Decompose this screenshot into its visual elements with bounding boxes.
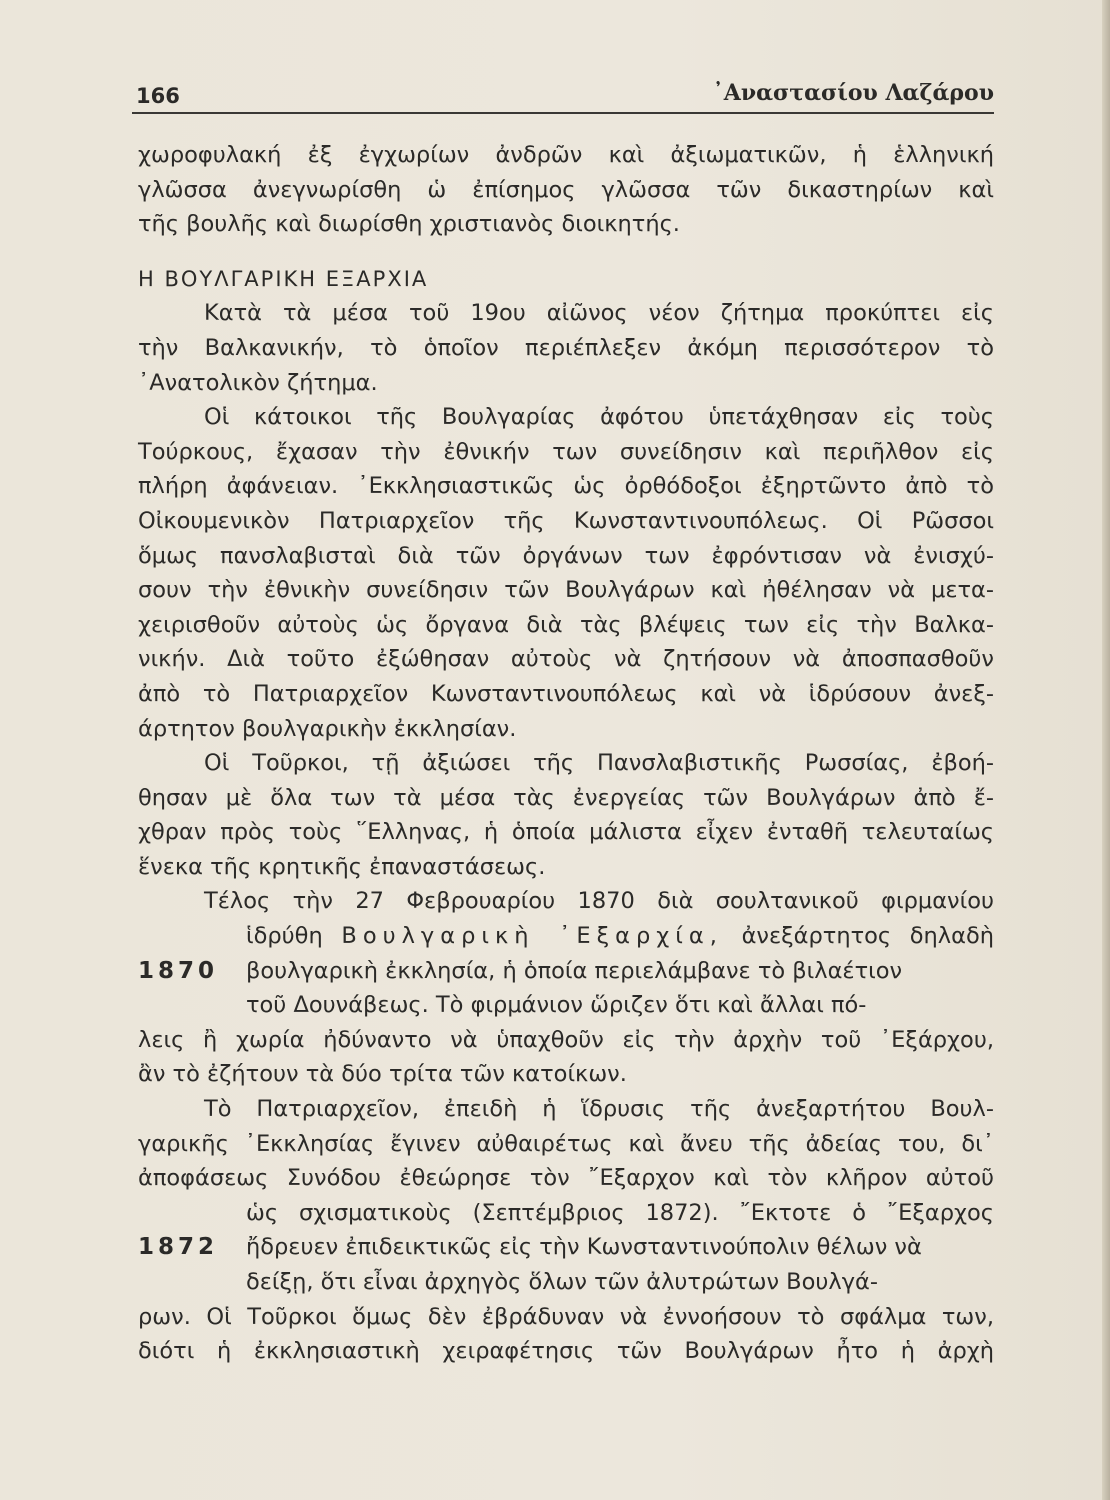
running-head: ᾽Αναστασίου Λαζάρου — [712, 80, 994, 106]
text-line: γαρικῆς ᾽Εκκλησίας ἔγινεν αὐθαιρέτως καὶ ἄνευ τῆς ἀδείας του, δι᾽ — [138, 1130, 994, 1157]
page-header — [132, 78, 994, 114]
body-text — [138, 138, 994, 1369]
text-line: Οἱ κάτοικοι τῆς Βουλγαρίας ἀφότου ὑπετάχθησαν εἰς τοὺς — [204, 404, 994, 431]
text-line: γλῶσσα ἀνεγνωρίσθη ὡ ἐπίσημος γλῶσσα τῶν δικαστηρίων καὶ — [138, 176, 994, 203]
text-line: σουν τὴν ἐθνικὴν συνείδησιν τῶν Βουλγάρων καὶ ἠθέλησαν νὰ μετα- — [138, 577, 994, 604]
text-line: δείξῃ, ὅτι εἶναι ἀρχηγὸς ὅλων τῶν ἀλυτρώτων Βουλγά- — [246, 1269, 878, 1295]
text-line: Τὸ Πατριαρχεῖον, ἐπειδὴ ἡ ἵδρυσις τῆς ἀνεξαρτήτου Βουλ- — [204, 1096, 994, 1123]
text-line: χθραν πρὸς τοὺς ῞Ελληνας, ἡ ὁποία μάλιστα εἶχεν ἐνταθῆ τελευταίως — [138, 819, 994, 846]
page-number: 166 — [136, 84, 180, 108]
text-line: Οἰκουμενικὸν Πατριαρχεῖον τῆς Κωνσταντινουπόλεως. Οἱ Ρῶσσοι — [138, 507, 994, 534]
margin-year-1872: 1872 — [138, 1234, 219, 1261]
text-line: ἤδρευεν ἐπιδεικτικῶς εἰς τὴν Κωνσταντινούπολιν θέλων νὰ — [246, 1234, 922, 1261]
text-line: λεις ἢ χωρία ἠδύναντο νὰ ὑπαχθοῦν εἰς τὴν ἀρχὴν τοῦ ᾽Εξάρχου, — [138, 1026, 994, 1053]
page-edge — [1102, 0, 1110, 1500]
margin-year-1870: 1870 — [138, 957, 219, 984]
header-rule — [132, 112, 994, 114]
text-line: ἀποφάσεως Συνόδου ἐθεώρησε τὸν ῎Εξαρχον καὶ τὸν κλῆρον αὐτοῦ — [138, 1165, 994, 1192]
text-line: Τούρκους, ἔχασαν τὴν ἐθνικήν των συνείδησιν καὶ περιῆλθον εἰς — [138, 438, 994, 465]
text-line: ὡς σχισματικοὺς (Σεπτέμβριος 1872). ῎Εκτοτε ὁ ῎Εξαρχος — [246, 1199, 994, 1226]
text-line: διότι ἡ ἐκκλησιαστικὴ χειραφέτησις τῶν Βουλγάρων ἦτο ἡ ἀρχὴ — [138, 1338, 994, 1365]
text-line: Οἱ Τοῦρκοι, τῇ ἀξιώσει τῆς Πανσλαβιστικῆς Ρωσσίας, ἐβοή- — [204, 750, 994, 777]
text-line: άρτητον βουλγαρικὴν ἐκκλησίαν. — [138, 715, 517, 742]
text-line: Τέλος τὴν 27 Φεβρουαρίου 1870 διὰ σουλτανικοῦ φιρμανίου — [204, 888, 994, 915]
text-line: θησαν μὲ ὅλα των τὰ μέσα τὰς ἐνεργείας τῶν Βουλγάρων ἀπὸ ἔ- — [138, 784, 994, 811]
text-line: τῆς βουλῆς καὶ διωρίσθη χριστιανὸς διοικητής. — [138, 211, 680, 238]
text-line — [138, 919, 994, 954]
text-line: ρων. Οἱ Τοῦρκοι ὅμως δὲν ἐβράδυναν νὰ ἐννοήσουν τὸ σφάλμα των, — [138, 1303, 994, 1330]
text-line: ᾽Ανατολικὸν ζήτημα. — [138, 369, 378, 396]
text-line: ἕνεκα τῆς κρητικῆς ἐπαναστάσεως. — [138, 853, 546, 880]
section-heading: Η ΒΟΥΛΓΑΡΙΚΗ ΕΞΑΡΧΙΑ — [138, 266, 429, 291]
text-line-with-year — [138, 1230, 994, 1265]
text-line: Κατὰ τὰ μέσα τοῦ 19ου αἰῶνος νέον ζήτημα προκύπτει εἰς — [204, 300, 994, 327]
text-line: τὴν Βαλκανικήν, τὸ ὁποῖον περιέπλεξεν ἀκόμη περισσότερον τὸ — [138, 334, 994, 361]
text-fragment: ἀνεξάρτητος δηλαδὴ — [741, 923, 994, 950]
text-line: τοῦ Δουνάβεως. Τὸ φιρμάνιον ὥριζεν ὅτι καὶ ἄλλαι πό- — [246, 992, 867, 1019]
emphasized-term: Βουλγαρικὴ ᾽Εξαρχία, — [341, 923, 723, 950]
text-line: ἀπὸ τὸ Πατριαρχεῖον Κωνσταντινουπόλεως καὶ νὰ ἱδρύσουν ἀνεξ- — [138, 680, 994, 707]
text-line: βουλγαρικὴ ἐκκλησία, ἡ ὁποία περιελάμβανε τὸ βιλαέτιον — [246, 957, 903, 984]
text-line: πλήρη ἀφάνειαν. ᾽Εκκλησιαστικῶς ὡς ὀρθόδοξοι ἐξηρτῶντο ἀπὸ τὸ — [138, 473, 994, 500]
text-fragment: ἱδρύθη — [246, 923, 323, 950]
text-line: χειρισθοῦν αὐτοὺς ὡς ὄργανα διὰ τὰς βλέψεις των εἰς τὴν Βαλκα- — [138, 611, 994, 638]
text-line: ἂν τὸ ἐζήτουν τὰ δύο τρίτα τῶν κατοίκων. — [138, 1061, 627, 1088]
text-line: χωροφυλακή ἐξ ἐγχωρίων ἀνδρῶν καὶ ἀξιωματικῶν, ἡ ἑλληνική — [138, 142, 994, 168]
text-line: ὅμως πανσλαβισταὶ διὰ τῶν ὀργάνων των ἐφρόντισαν νὰ ἐνισχύ- — [138, 542, 994, 569]
text-line: νικήν. Διὰ τοῦτο ἐξώθησαν αὐτοὺς νὰ ζητήσουν νὰ ἀποσπασθοῦν — [138, 646, 994, 673]
text-line-with-year — [138, 954, 994, 989]
